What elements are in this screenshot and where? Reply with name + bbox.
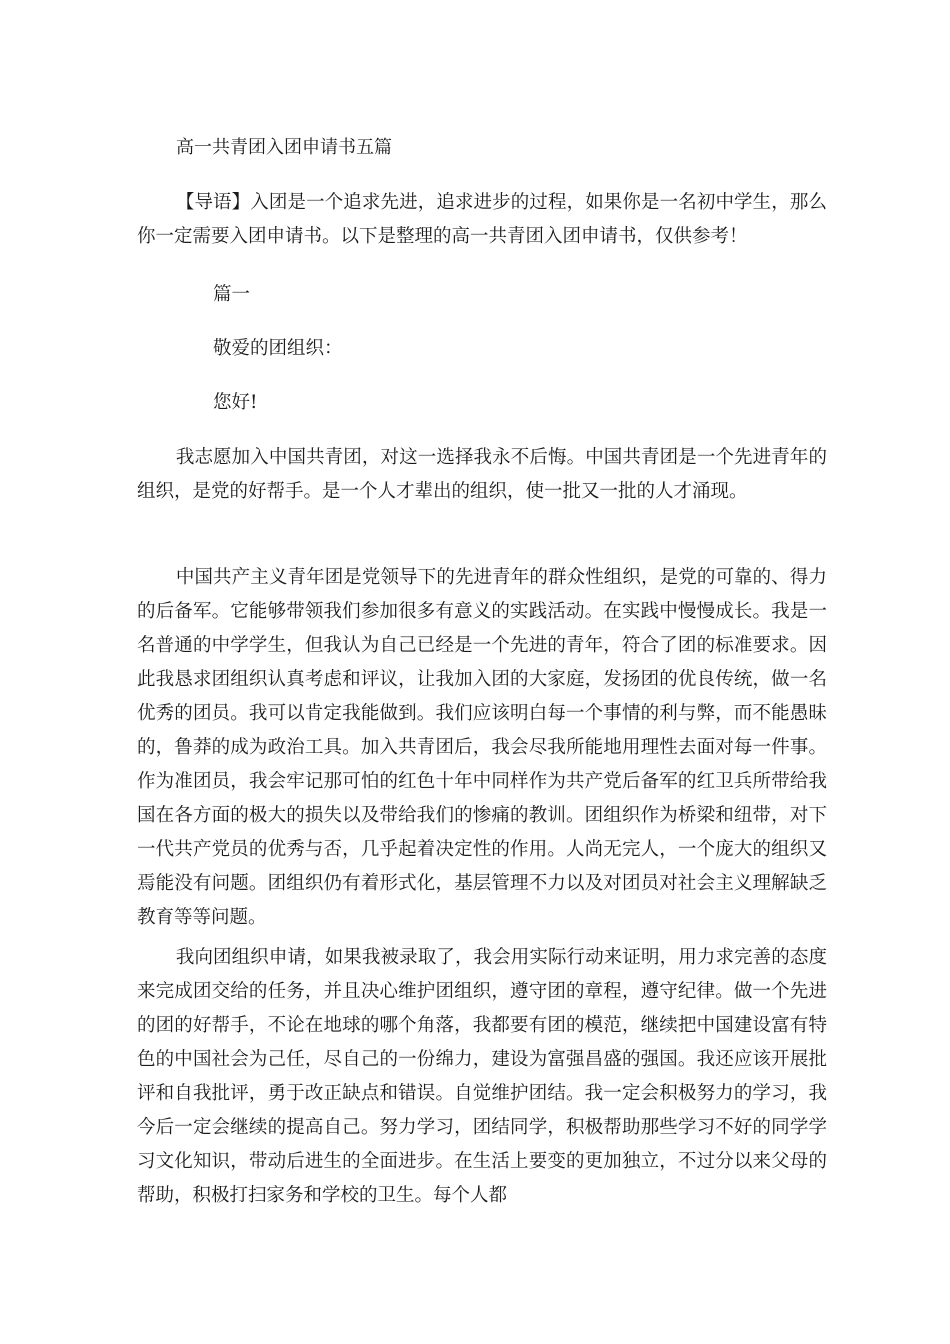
paragraph-1: 我志愿加入中国共青团，对这一选择我永不后悔。中国共青团是一个先进青年的组织，是党的好帮手。是一个人才辈出的组织，使一批又一批的人才涌现。 [137,447,827,502]
paragraph-2: 中国共产主义青年团是党领导下的先进青年的群众性组织，是党的可靠的、得力的后备军。它能够带领我们参加很多有意义的实践活动。在实践中慢慢成长。我是一名普通的中学学生，但我认为自己已经是一个先进的青年，符合了团的标准要求。因此我恳求团组织认真考虑和评议，让我加入团的大家庭，发扬团的优良传统，做一名优秀的团员。我可以肯定我能做到。我们应该明白每一个事情的利与弊，而不能愚昧的，鲁莽的成为政治工具。加入共青团后，我会尽我所能地用理性去面对每一件事。作为准团员，我会牢记那可怕的红色十年中同样作为共产党后备军的红卫兵所带给我国在各方面的极大的损失以及带给我们的惨痛的教训。团组织作为桥梁和纽带，对下一代共产党员的优秀与否，几乎起着决定性的作用。人尚无完人，一个庞大的组织又焉能没有问题。团组织仍有着形式化，基层管理不力以及对团员对社会主义理解缺乏教育等等问题。 [137,567,827,928]
greeting: 您好! [213,392,258,413]
document-title: 高一共青团入团申请书五篇 [176,137,392,158]
intro-paragraph: 【导语】入团是一个追求先进，追求进步的过程，如果你是一名初中学生，那么你一定需要入团申请书。以下是整理的高一共青团入团申请书，仅供参考！ [137,192,827,247]
section-heading: 篇一 [213,284,251,305]
paragraph-3: 我向团组织申请，如果我被录取了，我会用实际行动来证明，用力求完善的态度来完成团交给的任务，并且决心维护团组织，遵守团的章程，遵守纪律。做一个先进的团的好帮手，不论在地球的哪个角落，我都要有团的模范，继续把中国建设富有特色的中国社会为己任，尽自己的一份绵力，建设为富强昌盛的强国。我还应该开展批评和自我批评，勇于改正缺点和错误。自觉维护团结。我一定会积极努力的学习，我今后一定会继续的提高自己。努力学习，团结同学，积极帮助那些学习不好的同学学习文化知识，带动后进生的全面进步。在生活上要变的更加独立，不过分以来父母的帮助，积极打扫家务和学校的卫生。每个人都 [137,947,827,1206]
salutation: 敬爱的团组织： [213,338,343,359]
